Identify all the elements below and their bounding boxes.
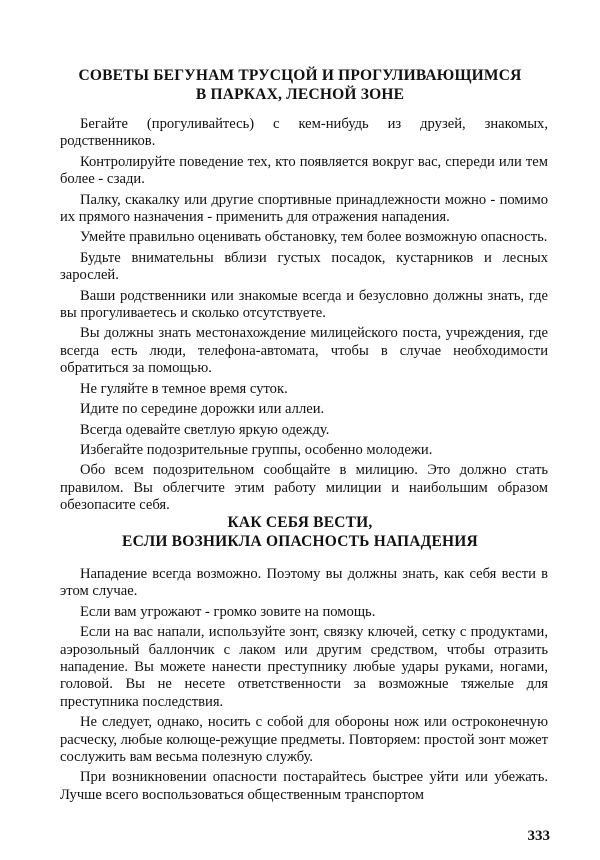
paragraph: Ваши родственники или знакомые всегда и безусловно должны знать, где вы прогуливаетесь и сколько отсутствуете. bbox=[60, 287, 548, 322]
section-title-line: КАК СЕБЯ ВЕСТИ, bbox=[227, 514, 373, 531]
paragraph: Не гуляйте в темное время суток. bbox=[80, 380, 288, 397]
section-body-joggers bbox=[60, 116, 548, 518]
section-title-line: СОВЕТЫ БЕГУНАМ ТРУСЦОЙ И ПРОГУЛИВАЮЩИМСЯ bbox=[78, 67, 522, 84]
paragraph: Не следует, однако, носить с собой для обороны нож или остроконечную расческу, любые колюще-режущие предметы. Повторяем: простой зонт может сослужить вам весьма полезную службу. bbox=[60, 714, 548, 766]
section-title-attack bbox=[60, 513, 540, 551]
paragraph: Идите по середине дорожки или аллеи. bbox=[80, 401, 325, 418]
paragraph: Будьте внимательны вблизи густых посадок, кустарников и лесных зарослей. bbox=[60, 249, 548, 284]
paragraph: Контролируйте поведение тех, кто появляется вокруг вас, спереди или тем более - сзади. bbox=[60, 153, 548, 188]
paragraph: Вы должны знать местонахождение милицейского поста, учреждения, где всегда есть люди, телефона-автомата, чтобы в случае необходимости обратиться за помощью. bbox=[60, 325, 548, 377]
page-number: 333 bbox=[527, 828, 550, 844]
paragraph: Если на вас напали, используйте зонт, связку ключей, сетку с продуктами, аэрозольный баллончик с лаком или другим средством, чтобы отразить нападение. Вы можете нанести преступнику любые удары руками, ногами, головой. Вы не несете ответственности за возможные тяжелые для преступника последствия. bbox=[60, 624, 548, 710]
paragraph: При возникновении опасности постарайтесь быстрее уйти или убежать. Лучше всего воспользоваться общественным транспортом bbox=[60, 769, 548, 803]
section-title-line: В ПАРКАХ, ЛЕСНОЙ ЗОНЕ bbox=[195, 86, 405, 103]
paragraph: Избегайте подозрительные группы, особенно молодежи. bbox=[80, 441, 433, 458]
paragraph: Всегда одевайте светлую яркую одежду. bbox=[80, 421, 330, 438]
paragraph: Палку, скакалку или другие спортивные принадлежности можно - помимо их прямого назначения - применить для отражения нападения. bbox=[60, 191, 548, 226]
paragraph: Бегайте (прогуливайтесь) с кем-нибудь из друзей, знакомых, родственников. bbox=[60, 116, 548, 150]
section-body-attack bbox=[60, 566, 548, 807]
paragraph: Нападение всегда возможно. Поэтому вы должны знать, как себя вести в этом случае. bbox=[60, 566, 548, 600]
section-title-line: ЕСЛИ ВОЗНИКЛА ОПАСНОСТЬ НАПАДЕНИЯ bbox=[122, 533, 478, 550]
paragraph: Если вам угрожают - громко зовите на помощь. bbox=[80, 603, 376, 620]
paragraph: Умейте правильно оценивать обстановку, тем более возможную опасность. bbox=[80, 229, 548, 246]
section-title-joggers bbox=[60, 66, 540, 104]
paragraph: Обо всем подозрительном сообщайте в милицию. Это должно стать правилом. Вы облегчите этим работу милиции и наибольшим образом обезопасите себя. bbox=[60, 462, 548, 514]
